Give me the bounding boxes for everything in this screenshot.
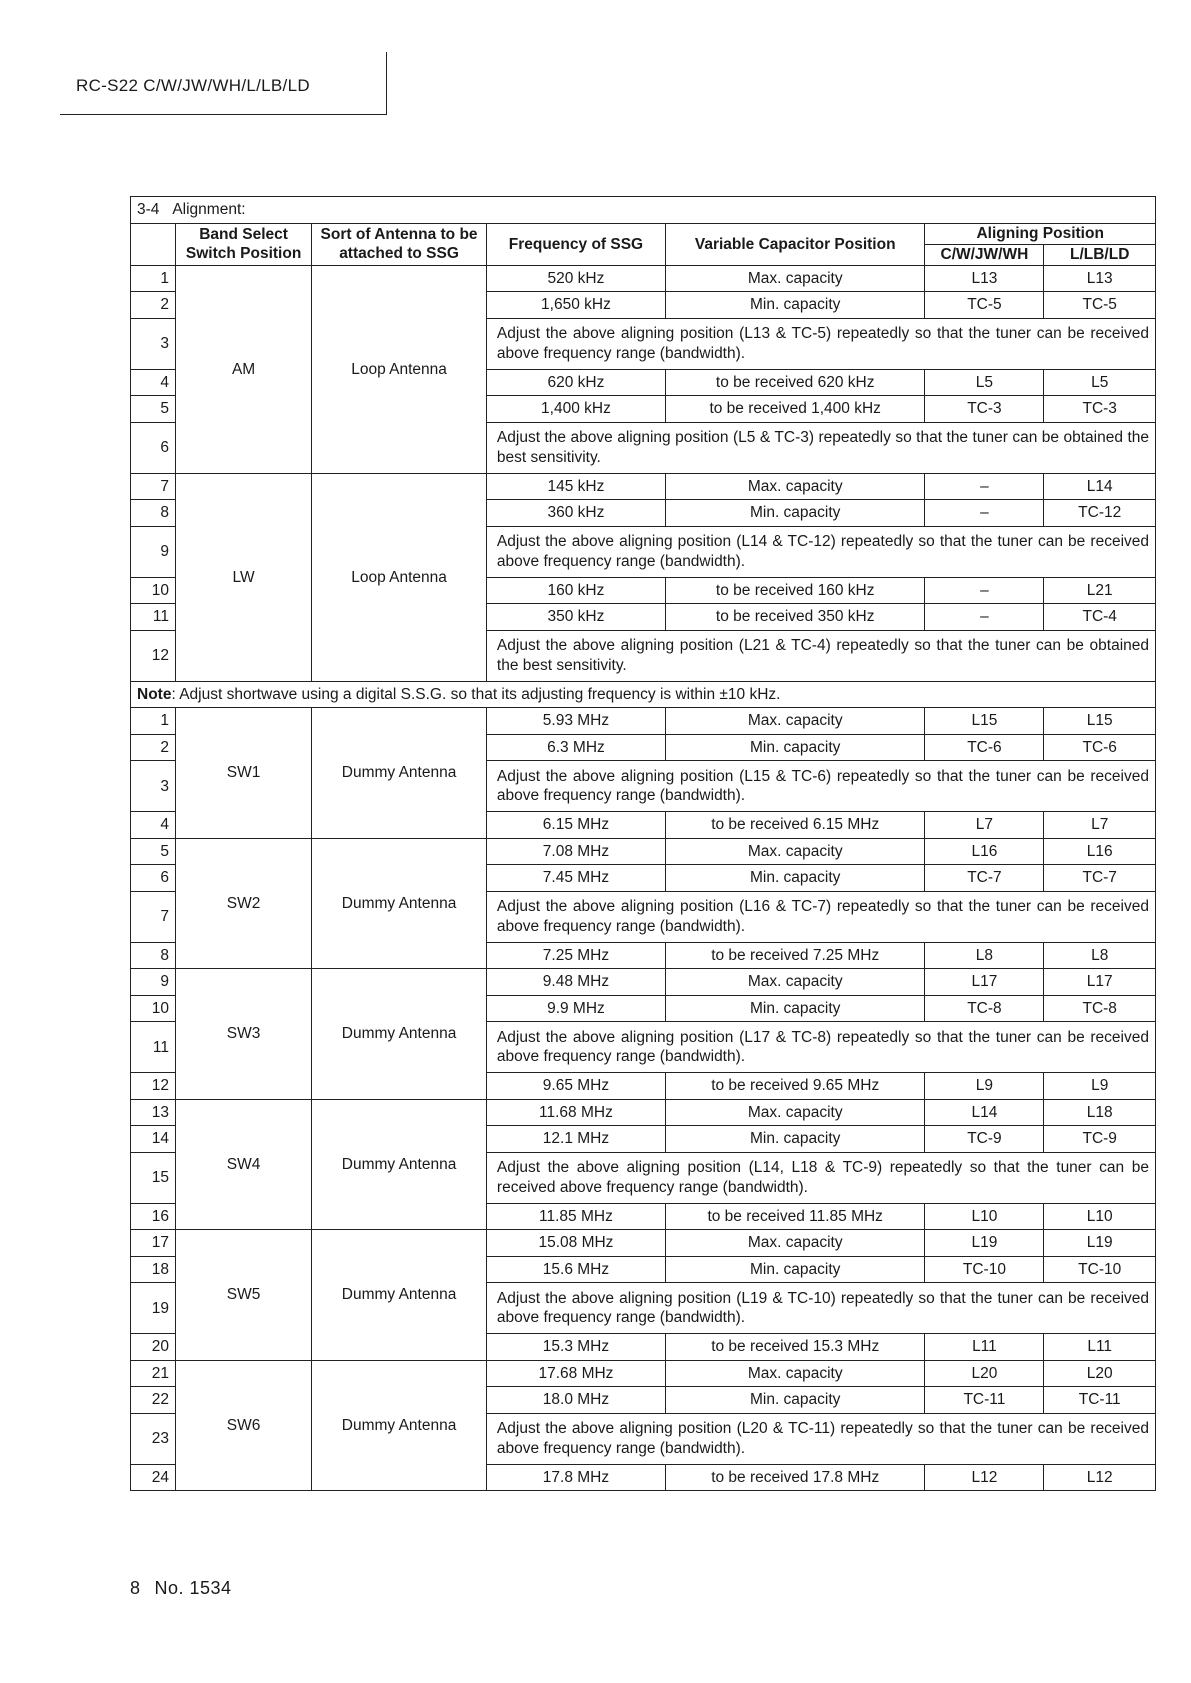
ssg-frequency: 360 kHz [486,500,665,527]
capacitor-position: to be received 9.65 MHz [665,1073,924,1100]
capacitor-position: Max. capacity [665,265,924,292]
band-position: SW2 [176,838,312,969]
ssg-frequency: 18.0 MHz [486,1387,665,1414]
ssg-frequency: 7.25 MHz [486,942,665,969]
band-position: SW5 [176,1230,312,1361]
table-row [131,473,1156,500]
capacitor-position: to be received 11.85 MHz [665,1203,924,1230]
capacitor-position: Max. capacity [665,473,924,500]
step-number: 11 [131,604,176,631]
adjust-instruction: Adjust the above aligning position (L19 & TC-10) repeatedly so that the tuner can be received above frequency range (bandwidth). [486,1283,1155,1334]
step-number: 13 [131,1099,176,1126]
ssg-frequency: 15.6 MHz [486,1256,665,1283]
ssg-frequency: 15.08 MHz [486,1230,665,1257]
align-cw-jw-wh: TC-5 [925,292,1044,319]
ssg-frequency: 350 kHz [486,604,665,631]
align-cw-jw-wh: TC-7 [925,865,1044,892]
step-number: 12 [131,1073,176,1100]
alignment-table [130,196,1156,1491]
align-cw-jw-wh: – [925,604,1044,631]
capacitor-position: Max. capacity [665,1360,924,1387]
document-number: No. 1534 [154,1578,232,1598]
step-number: 1 [131,708,176,735]
align-l-lb-ld: TC-9 [1044,1126,1156,1153]
align-cw-jw-wh: L19 [925,1230,1044,1257]
antenna-type: Dummy Antenna [312,969,487,1100]
adjust-instruction: Adjust the above aligning position (L13 & TC-5) repeatedly so that the tuner can be received above frequency range (bandwidth). [486,318,1155,369]
table-row [131,969,1156,996]
header-capacitor: Variable Capacitor Position [665,223,924,265]
capacitor-position: to be received 620 kHz [665,369,924,396]
step-number: 2 [131,734,176,761]
align-cw-jw-wh: L10 [925,1203,1044,1230]
note-row [131,681,1156,708]
ssg-frequency: 17.68 MHz [486,1360,665,1387]
ssg-frequency: 9.65 MHz [486,1073,665,1100]
align-cw-jw-wh: L7 [925,812,1044,839]
step-number: 11 [131,1022,176,1073]
band-position: LW [176,473,312,681]
ssg-frequency: 11.68 MHz [486,1099,665,1126]
document-header [60,52,387,115]
align-cw-jw-wh: L9 [925,1073,1044,1100]
step-number: 3 [131,318,176,369]
align-l-lb-ld: L7 [1044,812,1156,839]
ssg-frequency: 1,650 kHz [486,292,665,319]
step-number: 8 [131,942,176,969]
table-row [131,708,1156,735]
align-cw-jw-wh: L15 [925,708,1044,735]
align-l-lb-ld: TC-12 [1044,500,1156,527]
capacitor-position: Max. capacity [665,838,924,865]
table-row [131,1360,1156,1387]
model-title: RC-S22 C/W/JW/WH/L/LB/LD [76,76,310,95]
step-number: 24 [131,1464,176,1491]
align-l-lb-ld: L14 [1044,473,1156,500]
align-cw-jw-wh: TC-6 [925,734,1044,761]
align-l-lb-ld: L16 [1044,838,1156,865]
step-number: 15 [131,1152,176,1203]
step-number: 18 [131,1256,176,1283]
step-number: 4 [131,369,176,396]
capacitor-position: Min. capacity [665,292,924,319]
header-frequency: Frequency of SSG [486,223,665,265]
antenna-type: Loop Antenna [312,473,487,681]
ssg-frequency: 520 kHz [486,265,665,292]
align-l-lb-ld: L20 [1044,1360,1156,1387]
table-row [131,1230,1156,1257]
page-footer [130,1578,246,1599]
ssg-frequency: 15.3 MHz [486,1334,665,1361]
align-cw-jw-wh: L13 [925,265,1044,292]
section-title [131,197,1156,224]
align-cw-jw-wh: TC-11 [925,1387,1044,1414]
align-l-lb-ld: TC-3 [1044,396,1156,423]
align-cw-jw-wh: L12 [925,1464,1044,1491]
header-row [131,223,1156,244]
step-number: 17 [131,1230,176,1257]
note [131,681,1156,708]
align-l-lb-ld: TC-7 [1044,865,1156,892]
align-cw-jw-wh: L8 [925,942,1044,969]
align-l-lb-ld: TC-10 [1044,1256,1156,1283]
step-number: 20 [131,1334,176,1361]
section-name: Alignment: [172,201,246,219]
band-position: AM [176,265,312,473]
step-number: 8 [131,500,176,527]
align-l-lb-ld: L15 [1044,708,1156,735]
align-cw-jw-wh: – [925,473,1044,500]
table-row [131,838,1156,865]
step-number: 6 [131,865,176,892]
align-cw-jw-wh: L20 [925,1360,1044,1387]
ssg-frequency: 1,400 kHz [486,396,665,423]
align-l-lb-ld: L18 [1044,1099,1156,1126]
ssg-frequency: 11.85 MHz [486,1203,665,1230]
align-l-lb-ld: TC-8 [1044,995,1156,1022]
align-cw-jw-wh: TC-3 [925,396,1044,423]
capacitor-position: to be received 350 kHz [665,604,924,631]
ssg-frequency: 17.8 MHz [486,1464,665,1491]
align-l-lb-ld: L19 [1044,1230,1156,1257]
capacitor-position: Min. capacity [665,1387,924,1414]
align-cw-jw-wh: L5 [925,369,1044,396]
ssg-frequency: 160 kHz [486,577,665,604]
capacitor-position: to be received 15.3 MHz [665,1334,924,1361]
band-position: SW4 [176,1099,312,1230]
align-l-lb-ld: L17 [1044,969,1156,996]
align-l-lb-ld: L12 [1044,1464,1156,1491]
header-num [131,223,176,265]
align-l-lb-ld: TC-4 [1044,604,1156,631]
align-l-lb-ld: TC-6 [1044,734,1156,761]
align-cw-jw-wh: L11 [925,1334,1044,1361]
table-row [131,1099,1156,1126]
capacitor-position: Max. capacity [665,969,924,996]
adjust-instruction: Adjust the above aligning position (L5 & TC-3) repeatedly so that the tuner can be obtained the best sensitivity. [486,422,1155,473]
capacitor-position: Min. capacity [665,865,924,892]
header-aligning-position: Aligning Position [925,223,1156,244]
align-cw-jw-wh: – [925,577,1044,604]
antenna-type: Dummy Antenna [312,708,487,839]
capacitor-position: to be received 1,400 kHz [665,396,924,423]
page-number: 8 [130,1578,141,1598]
align-cw-jw-wh: L16 [925,838,1044,865]
step-number: 5 [131,838,176,865]
band-position: SW1 [176,708,312,839]
align-l-lb-ld: L11 [1044,1334,1156,1361]
step-number: 1 [131,265,176,292]
ssg-frequency: 9.48 MHz [486,969,665,996]
header-align-l: L/LB/LD [1044,244,1156,265]
adjust-instruction: Adjust the above aligning position (L14, L18 & TC-9) repeatedly so that the tuner can be received above frequency range (bandwidth). [486,1152,1155,1203]
step-number: 10 [131,995,176,1022]
align-cw-jw-wh: TC-10 [925,1256,1044,1283]
align-cw-jw-wh: L14 [925,1099,1044,1126]
ssg-frequency: 12.1 MHz [486,1126,665,1153]
antenna-type: Dummy Antenna [312,1230,487,1361]
align-l-lb-ld: L21 [1044,577,1156,604]
band-position: SW6 [176,1360,312,1491]
header-antenna: Sort of Antenna to be attached to SSG [312,223,487,265]
step-number: 12 [131,630,176,681]
align-l-lb-ld: L5 [1044,369,1156,396]
step-number: 23 [131,1413,176,1464]
band-position: SW3 [176,969,312,1100]
step-number: 9 [131,969,176,996]
ssg-frequency: 7.08 MHz [486,838,665,865]
adjust-instruction: Adjust the above aligning position (L14 & TC-12) repeatedly so that the tuner can be received above frequency range (bandwidth). [486,526,1155,577]
step-number: 16 [131,1203,176,1230]
capacitor-position: to be received 17.8 MHz [665,1464,924,1491]
capacitor-position: Max. capacity [665,1230,924,1257]
align-cw-jw-wh: L17 [925,969,1044,996]
adjust-instruction: Adjust the above aligning position (L21 & TC-4) repeatedly so that the tuner can be obtained the best sensitivity. [486,630,1155,681]
antenna-type: Dummy Antenna [312,1099,487,1230]
ssg-frequency: 7.45 MHz [486,865,665,892]
align-l-lb-ld: L8 [1044,942,1156,969]
antenna-type: Dummy Antenna [312,838,487,969]
step-number: 7 [131,891,176,942]
step-number: 7 [131,473,176,500]
capacitor-position: to be received 7.25 MHz [665,942,924,969]
capacitor-position: Min. capacity [665,995,924,1022]
note-text: : Adjust shortwave using a digital S.S.G. so that its adjusting frequency is within ±10 kHz. [171,685,781,703]
step-number: 5 [131,396,176,423]
step-number: 6 [131,422,176,473]
align-cw-jw-wh: TC-9 [925,1126,1044,1153]
step-number: 10 [131,577,176,604]
align-l-lb-ld: L13 [1044,265,1156,292]
ssg-frequency: 6.3 MHz [486,734,665,761]
align-l-lb-ld: L10 [1044,1203,1156,1230]
step-number: 9 [131,526,176,577]
adjust-instruction: Adjust the above aligning position (L17 & TC-8) repeatedly so that the tuner can be received above frequency range (bandwidth). [486,1022,1155,1073]
capacitor-position: to be received 160 kHz [665,577,924,604]
capacitor-position: Min. capacity [665,500,924,527]
header-align-cw: C/W/JW/WH [925,244,1044,265]
step-number: 3 [131,761,176,812]
align-l-lb-ld: TC-11 [1044,1387,1156,1414]
adjust-instruction: Adjust the above aligning position (L20 & TC-11) repeatedly so that the tuner can be received above frequency range (bandwidth). [486,1413,1155,1464]
capacitor-position: Max. capacity [665,1099,924,1126]
capacitor-position: Min. capacity [665,1256,924,1283]
align-cw-jw-wh: – [925,500,1044,527]
note-label: Note [137,685,172,703]
capacitor-position: Min. capacity [665,1126,924,1153]
ssg-frequency: 6.15 MHz [486,812,665,839]
antenna-type: Dummy Antenna [312,1360,487,1491]
adjust-instruction: Adjust the above aligning position (L16 & TC-7) repeatedly so that the tuner can be received above frequency range (bandwidth). [486,891,1155,942]
align-l-lb-ld: L9 [1044,1073,1156,1100]
table-row [131,265,1156,292]
ssg-frequency: 145 kHz [486,473,665,500]
capacitor-position: Min. capacity [665,734,924,761]
step-number: 14 [131,1126,176,1153]
section-row [131,197,1156,224]
adjust-instruction: Adjust the above aligning position (L15 & TC-6) repeatedly so that the tuner can be received above frequency range (bandwidth). [486,761,1155,812]
step-number: 21 [131,1360,176,1387]
step-number: 2 [131,292,176,319]
antenna-type: Loop Antenna [312,265,487,473]
align-cw-jw-wh: TC-8 [925,995,1044,1022]
section-label: 3-4 [137,201,160,219]
step-number: 22 [131,1387,176,1414]
ssg-frequency: 620 kHz [486,369,665,396]
align-l-lb-ld: TC-5 [1044,292,1156,319]
capacitor-position: Max. capacity [665,708,924,735]
step-number: 19 [131,1283,176,1334]
capacitor-position: to be received 6.15 MHz [665,812,924,839]
header-band: Band Select Switch Position [176,223,312,265]
ssg-frequency: 9.9 MHz [486,995,665,1022]
ssg-frequency: 5.93 MHz [486,708,665,735]
step-number: 4 [131,812,176,839]
